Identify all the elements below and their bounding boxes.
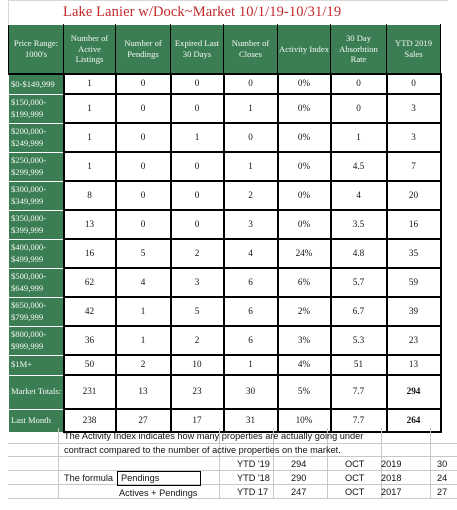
absorb-cell: 51: [331, 355, 387, 375]
activity-cell: 3%: [278, 326, 331, 355]
absorb-cell: 4.8: [331, 239, 387, 268]
pendings-cell: 0: [116, 210, 171, 239]
closes-cell: 1: [224, 355, 278, 375]
closes-cell: 0: [224, 123, 278, 152]
ytd-cell: 23: [387, 326, 441, 355]
expired-cell: 0: [171, 74, 224, 94]
active-cell: 1: [64, 123, 116, 152]
active-cell: 1: [64, 152, 116, 181]
activity-note-line-1: The Activity Index indicates how many properties are actually going under: [64, 431, 364, 441]
absorb-cell: 7.7: [331, 409, 387, 432]
price-range-cell: $500,000- $649,999: [9, 268, 64, 297]
pendings-cell: 1: [116, 326, 171, 355]
expired-cell: 23: [171, 375, 224, 409]
header-active-listings: Number of Active Listings: [64, 25, 116, 75]
activity-cell: 24%: [278, 239, 331, 268]
month-label: OCT: [345, 459, 365, 469]
last-month-label: Last Month: [9, 409, 64, 432]
active-cell: 16: [64, 239, 116, 268]
closes-cell: 2: [224, 181, 278, 210]
price-range-cell: $800,000- $999,999: [9, 326, 64, 355]
totals-label: Market Totals:: [9, 375, 64, 409]
pendings-cell: 0: [116, 123, 171, 152]
table-row: [9, 355, 441, 375]
price-range-cell: $0-$149,999: [9, 74, 64, 94]
absorb-cell: 7.7: [331, 375, 387, 409]
expired-cell: 0: [171, 210, 224, 239]
market-table: [8, 24, 442, 433]
closes-cell: 1: [224, 94, 278, 123]
active-cell: 8: [64, 181, 116, 210]
ytd-cell: 39: [387, 297, 441, 326]
table-row: [9, 239, 441, 268]
table-row: [9, 152, 441, 181]
active-cell: 231: [64, 375, 116, 409]
table-row: [9, 181, 441, 210]
activity-note-line-2: contract compared to the number of active properties on the market.: [64, 445, 341, 455]
price-range-cell: $350,000- $399,999: [9, 210, 64, 239]
activity-cell: 6%: [278, 268, 331, 297]
gridline: [58, 428, 59, 498]
gridline: [8, 456, 457, 457]
closes-cell: 30: [224, 375, 278, 409]
ytd-cell: 59: [387, 268, 441, 297]
header-closes: Number of Closes: [224, 25, 278, 75]
expired-cell: 0: [171, 94, 224, 123]
table-row: [9, 123, 441, 152]
activity-cell: 2%: [278, 297, 331, 326]
absorb-cell: 0: [331, 94, 387, 123]
month-label: OCT: [345, 473, 365, 483]
absorb-cell: 0: [331, 74, 387, 94]
ytd-value: 294: [291, 459, 307, 469]
active-cell: 42: [64, 297, 116, 326]
gridline: [8, 470, 457, 471]
month-label: OCT: [345, 487, 365, 497]
absorb-cell: 4: [331, 181, 387, 210]
table-row: [9, 210, 441, 239]
formula-denominator: Actives + Pendings: [119, 488, 198, 498]
header-absorption-rate: 30 Day Absorbtion Rate: [331, 25, 387, 75]
activity-cell: 10%: [278, 409, 331, 432]
closes-cell: 0: [224, 74, 278, 94]
price-range-cell: $1M+: [9, 355, 64, 375]
activity-cell: 0%: [278, 152, 331, 181]
ytd-label: YTD '19: [237, 459, 270, 469]
table-row: [9, 94, 441, 123]
expired-cell: 5: [171, 297, 224, 326]
gridline: [430, 428, 431, 498]
gridline: [8, 484, 457, 485]
last-month-row: [9, 409, 441, 432]
ytd-cell: 35: [387, 239, 441, 268]
ytd-cell: 3: [387, 94, 441, 123]
absorb-cell: 1: [331, 123, 387, 152]
header-price-range: Price Range: 1000's: [9, 25, 64, 75]
header-ytd-sales: YTD 2019 Sales: [387, 25, 441, 75]
year-label: 2019: [381, 459, 402, 469]
price-range-cell: $400,000- $499,999: [9, 239, 64, 268]
pendings-cell: 13: [116, 375, 171, 409]
ytd-value: 290: [291, 473, 307, 483]
closes-cell: 31: [224, 409, 278, 432]
activity-cell: 0%: [278, 181, 331, 210]
expired-cell: 2: [171, 326, 224, 355]
pendings-cell: 1: [116, 297, 171, 326]
ytd-value: 247: [291, 487, 307, 497]
table-row: [9, 297, 441, 326]
active-cell: 62: [64, 268, 116, 297]
month-count: 24: [437, 473, 448, 483]
ytd-cell: 13: [387, 355, 441, 375]
table-row: [9, 268, 441, 297]
ytd-cell: 7: [387, 152, 441, 181]
pendings-cell: 5: [116, 239, 171, 268]
active-cell: 50: [64, 355, 116, 375]
closes-cell: 3: [224, 210, 278, 239]
gridline: [8, 443, 457, 444]
closes-cell: 1: [224, 152, 278, 181]
activity-cell: 0%: [278, 210, 331, 239]
pendings-cell: 0: [116, 181, 171, 210]
expired-cell: 10: [171, 355, 224, 375]
price-range-cell: $200,000- $249,999: [9, 123, 64, 152]
pendings-cell: 0: [116, 152, 171, 181]
pendings-cell: 2: [116, 355, 171, 375]
ytd-cell: 20: [387, 181, 441, 210]
year-label: 2018: [381, 473, 402, 483]
activity-cell: 4%: [278, 355, 331, 375]
pendings-cell: 0: [116, 94, 171, 123]
ytd-label: YTD 17: [237, 487, 269, 497]
expired-cell: 17: [171, 409, 224, 432]
activity-cell: 0%: [278, 74, 331, 94]
ytd-cell: 16: [387, 210, 441, 239]
totals-row: [9, 375, 441, 409]
price-range-cell: $250,000- $299,999: [9, 152, 64, 181]
active-cell: 36: [64, 326, 116, 355]
closes-cell: 6: [224, 268, 278, 297]
formula-numerator: Pendings: [117, 471, 201, 486]
activity-cell: 0%: [278, 123, 331, 152]
closes-cell: 6: [224, 297, 278, 326]
absorb-cell: 4.5: [331, 152, 387, 181]
ytd-cell: 264: [387, 409, 441, 432]
title-row: [8, 0, 448, 24]
price-range-cell: $650,000- $799,999: [9, 297, 64, 326]
header-activity-index: Activity Index: [278, 25, 331, 75]
price-range-cell: $150,000- $199,999: [9, 94, 64, 123]
header-row: [9, 25, 441, 75]
header-pendings: Number of Pendings: [116, 25, 171, 75]
expired-cell: 2: [171, 239, 224, 268]
expired-cell: 0: [171, 152, 224, 181]
pendings-cell: 27: [116, 409, 171, 432]
year-label: 2017: [381, 487, 402, 497]
absorb-cell: 5.7: [331, 268, 387, 297]
ytd-cell: 0: [387, 74, 441, 94]
expired-cell: 0: [171, 181, 224, 210]
closes-cell: 4: [224, 239, 278, 268]
activity-cell: 0%: [278, 94, 331, 123]
pendings-cell: 4: [116, 268, 171, 297]
expired-cell: 3: [171, 268, 224, 297]
absorb-cell: 3.5: [331, 210, 387, 239]
report-title: Lake Lanier w/Dock~Market 10/1/19-10/31/19: [63, 4, 342, 20]
table-row: [9, 74, 441, 94]
pendings-cell: 0: [116, 74, 171, 94]
absorb-cell: 5.3: [331, 326, 387, 355]
header-expired: Expired Last 30 Days: [171, 25, 224, 75]
table-row: [9, 326, 441, 355]
expired-cell: 1: [171, 123, 224, 152]
active-cell: 13: [64, 210, 116, 239]
active-cell: 1: [64, 74, 116, 94]
absorb-cell: 6.7: [331, 297, 387, 326]
month-count: 30: [437, 459, 448, 469]
activity-cell: 5%: [278, 375, 331, 409]
gridline: [8, 498, 457, 499]
active-cell: 1: [64, 94, 116, 123]
month-count: 27: [437, 487, 448, 497]
ytd-cell: 3: [387, 123, 441, 152]
active-cell: 238: [64, 409, 116, 432]
ytd-label: YTD '18: [237, 473, 270, 483]
formula-label: The formula: [64, 473, 114, 483]
ytd-cell: 294: [387, 375, 441, 409]
price-range-cell: $300,000- $349,999: [9, 181, 64, 210]
closes-cell: 6: [224, 326, 278, 355]
